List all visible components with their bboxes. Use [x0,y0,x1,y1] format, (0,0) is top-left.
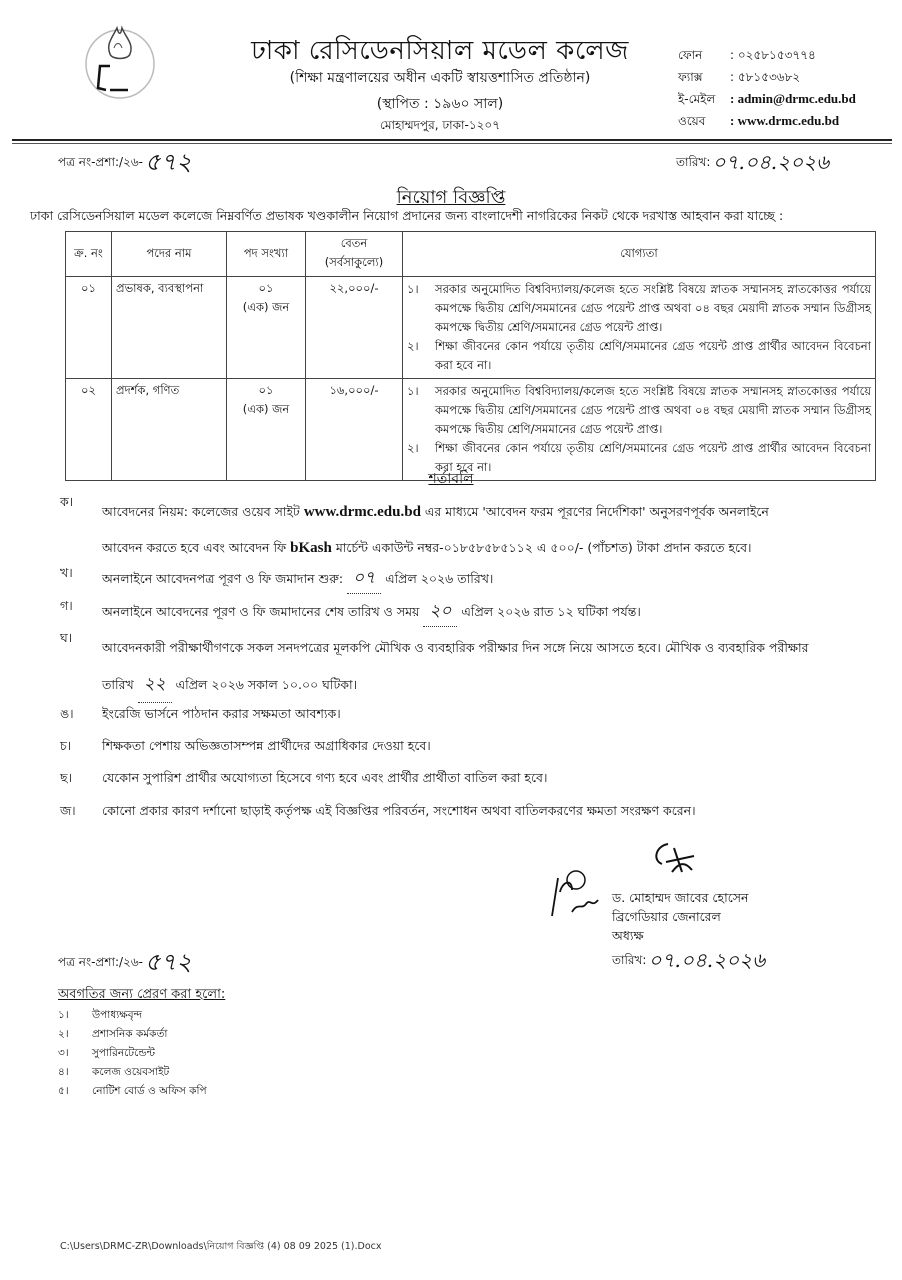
term-kha [60,565,880,594]
contact-label: ওয়েব [678,114,706,128]
contact-label: ফ্যাক্স [678,70,703,84]
header-divider [12,139,892,144]
contact-block [678,44,856,132]
term-text: এপ্রিল ২০২৬ তারিখ। [385,571,494,586]
term-key: ঙ। [60,706,74,721]
vacancy-table [65,231,876,481]
column-header-serial: ক্র. নং [66,232,112,277]
table-header-row [66,232,876,277]
college-address: মোহাম্মদপুর, ঢাকা-১২০৭ [379,118,501,132]
table-row [66,277,876,379]
list-item [58,1025,207,1044]
term-key: জ। [60,803,76,818]
term-key: ছ। [60,770,73,785]
date-handwritten: ০৭.০৪.২০২৬ [712,150,830,174]
term-item [60,803,880,823]
term-text: যেকোন সুপারিশ প্রার্থীর অযোগ্যতা হিসেবে গণ্য হবে এবং প্রার্থীর প্রার্থীতা বাতিল করা হবে। [102,770,548,785]
cell-count [227,379,306,481]
qualification-number: ২। [407,339,419,353]
qualification-text: সরকার অনুমোদিত বিশ্ববিদ্যালয়/কলেজ হতে সংশ্লিষ্ট বিষয়ে স্নাতক সম্মানসহ স্নাতকোত্তর পর্যায়ে কমপক্ষে দ্বিতীয় শ্রেণি/সমমানের গ্রেড পয়েন্ট প্রাপ্ত অথবা ০৪ বছর মেয়াদী স্নাতক সম্মান ডিগ্রীসহ কমপক্ষে দ্বিতীয় শ্রেণি/সমমানের গ্রেড পয়েন্ট প্রাপ্ত। [435,384,871,436]
count-words: (এক) জন [242,300,290,314]
term-gha [60,630,880,703]
notice-intro: ঢাকা রেসিডেনসিয়াল মডেল কলেজে নিম্নবর্ণিত প্রভাষক খণ্ডকালীন নিয়োগ প্রদানের জন্য বাংলাদেশী নাগরিকের নিকট থেকে দরখাস্ত আহবান করা যাচ্ছে : [30,208,784,223]
count-number: ০১ [258,281,274,295]
website-link[interactable]: www.drmc.edu.bd [303,504,421,520]
email-link[interactable]: : admin@drmc.edu.bd [730,91,856,106]
file-path-footer: C:\Users\DRMC-ZR\Downloads\নিয়োগ বিজ্ঞপ্তি (4) 08 09 2025 (1).Docx [60,1241,382,1252]
term-text: আবেদন করতে হবে এবং আবেদন ফি [102,540,287,555]
cell-serial: ০১ [66,277,112,379]
qualification-item [407,280,871,337]
term-text: এপ্রিল ২০২৬ সকাল ১০.০০ ঘটিকা। [175,677,358,692]
college-subtitle: (শিক্ষা মন্ত্রণালয়ের অধীন একটি স্বায়ত্তশাসিত প্রতিষ্ঠান) [289,70,591,86]
term-text: মার্চেন্ট একাউন্ট নম্বর-০১৮৫৮৫৮৫১১২ এ ৫০০/- (পাঁচশত) টাকা প্রদান করতে হবে। [335,540,752,555]
distribution-list [58,1006,207,1101]
contact-label: ই-মেইল [678,92,716,106]
term-text: এপ্রিল ২০২৬ রাত ১২ ঘটিকা পর্যন্ত। [461,604,641,619]
cell-qualification [403,277,876,379]
term-key: গ। [60,598,73,613]
cell-qualification [403,379,876,481]
term-key: খ। [60,565,73,580]
list-item [58,1063,207,1082]
qualification-text: শিক্ষা জীবনের কোন পর্যায়ে তৃতীয় শ্রেণি/সমমানের গ্রেড পয়েন্ট প্রাপ্ত প্রার্থীর আবেদন বিবেচনা করা হবে না। [435,339,871,372]
qualification-item [407,382,871,439]
column-header-post: পদের নাম [112,232,227,277]
term-ka [60,494,880,566]
term-text: এর মাধ্যমে 'আবেদন ফরম পূরণের নির্দেশিকা' অনুসরণপূর্বক অনলাইনে [424,504,769,519]
list-text: উপাধ্যক্ষবৃন্দ [92,1009,143,1021]
list-text: কলেজ ওয়েবসাইট [92,1066,170,1078]
count-number: ০১ [258,383,274,397]
contact-value: : ০২৫৮১৫৩৭৭৪ [730,48,816,62]
list-item [58,1006,207,1025]
column-header-count: পদ সংখ্যা [227,232,306,277]
term-text: তারিখ [102,677,134,692]
qualification-text: শিক্ষা জীবনের কোন পর্যায়ে তৃতীয় শ্রেণি/সমমানের গ্রেড পয়েন্ট প্রাপ্ত প্রার্থীর আবেদন বিবেচনা করা হবে না। [435,441,871,474]
date-handwritten: ০৭.০৪.২০২৬ [648,948,766,972]
bkash-label: bKash [290,540,332,556]
end-date-handwritten: ২০ [423,598,457,627]
list-text: প্রশাসনিক কর্মকর্তা [92,1028,168,1040]
established-year: (স্থাপিত : ১৯৬০ সাল) [376,96,504,112]
memo-prefix: পত্র নং-প্রশা:/২৬- [58,155,143,169]
list-number: ১। [58,1009,69,1021]
start-date-handwritten: ০৭ [347,565,381,594]
contact-label: ফোন [678,48,703,62]
issue-date [676,150,829,174]
memo-prefix: পত্র নং-প্রশা:/২৬- [58,955,143,969]
cell-post: প্রদর্শক, গণিত [112,379,227,481]
term-text: ইংরেজি ভার্সনে পাঠদান করার সক্ষমতা আবশ্যক। [102,706,341,721]
signatory-block [612,888,748,945]
cell-post: প্রভাষক, ব্যবস্থাপনা [112,277,227,379]
contact-email [678,88,856,110]
cell-salary: ১৬,০০০/- [306,379,403,481]
signature-date [612,948,765,972]
exam-date-handwritten: ২২ [138,666,172,703]
contact-value: : ৫৮১৫৩৬৮২ [730,70,801,84]
contact-phone [678,44,856,66]
college-name: ঢাকা রেসিডেনসিয়াল মডেল কলেজ [251,36,629,66]
term-text: অনলাইনে আবেদনের পূরণ ও ফি জমাদানের শেষ তারিখ ও সময় [102,604,420,619]
contact-web [678,110,856,132]
notice-title: নিয়োগ বিজ্ঞপ্তি [396,187,506,208]
list-number: ৫। [58,1085,69,1097]
list-text: নোটিশ বোর্ড ও অফিস কপি [92,1085,207,1097]
signatory-name: ড. মোহাম্মদ জাবের হোসেন [612,890,749,905]
distribution-title: অবগতির জন্য প্রেরণ করা হলো: [58,987,226,1002]
signatory-rank: ব্রিগেডিয়ার জেনারেল [612,909,721,924]
college-logo-icon [84,14,156,114]
memo-number-handwritten: ৫৭২ [145,148,192,176]
term-ga [60,598,880,627]
list-text: সুপারিনটেন্ডেন্ট [92,1047,155,1059]
memo-number-handwritten: ৫৭২ [145,948,192,976]
list-number: ৪। [58,1066,69,1078]
column-header-qualification: যোগ্যতা [403,232,876,277]
term-text: অনলাইনে আবেদনপত্র পূরণ ও ফি জমাদান শুরু: [102,571,344,586]
qualification-number: ১। [407,282,419,296]
qualification-item [407,337,871,375]
contact-fax [678,66,856,88]
date-label: তারিখ: [676,155,711,169]
term-item [60,770,880,790]
qualification-number: ২। [407,441,419,455]
term-text: আবেদনের নিয়ম: কলেজের ওয়েব সাইট [102,504,300,519]
cell-serial: ০২ [66,379,112,481]
memo-number [58,150,192,174]
cell-salary: ২২,০০০/- [306,277,403,379]
term-key: ঘ। [60,630,73,645]
list-item [58,1082,207,1101]
term-key: চ। [60,738,72,753]
term-item [60,706,880,726]
distribution-memo-number [58,950,192,974]
term-text: শিক্ষকতা পেশায় অভিজ্ঞতাসম্পন্ন প্রার্থীদের অগ্রাধিকার দেওয়া হবে। [102,738,431,753]
cell-count [227,277,306,379]
table-row [66,379,876,481]
term-text: আবেদনকারী পরীক্ষার্থীগণকে সকল সনদপত্রের মূলকপি মৌখিক ও ব্যবহারিক পরীক্ষার দিন সঙ্গে নিয়ে আসতে হবে। মৌখিক ও ব্যবহারিক পরীক্ষার [102,640,809,655]
list-item [58,1044,207,1063]
list-number: ২। [58,1028,69,1040]
terms-title: শর্তাবলি [428,471,474,487]
column-header-salary: বেতন (সর্বসাকুল্যে) [306,232,403,277]
term-text: কোনো প্রকার কারণ দর্শানো ছাড়াই কর্তৃপক্ষ এই বিজ্ঞপ্তির পরিবর্তন, সংশোধন অথবা বাতিলকরণের ক্ষমতা সংরক্ষণ করেন। [102,803,696,818]
signatory-designation: অধ্যক্ষ [612,928,644,943]
website-link[interactable]: : www.drmc.edu.bd [730,113,840,128]
qualification-number: ১। [407,384,419,398]
term-item [60,738,880,758]
list-number: ৩। [58,1047,69,1059]
term-key: ক। [60,494,74,509]
date-label: তারিখ: [612,953,647,967]
qualification-text: সরকার অনুমোদিত বিশ্ববিদ্যালয়/কলেজ হতে সংশ্লিষ্ট বিষয়ে স্নাতক সম্মানসহ স্নাতকোত্তর পর্যায়ে কমপক্ষে দ্বিতীয় শ্রেণি/সমমানের গ্রেড পয়েন্ট প্রাপ্ত অথবা ০৪ বছর মেয়াদী স্নাতক সম্মান ডিগ্রীসহ কমপক্ষে দ্বিতীয় শ্রেণি/সমমানের গ্রেড পয়েন্ট প্রাপ্ত। [435,282,871,334]
count-words: (এক) জন [242,402,290,416]
